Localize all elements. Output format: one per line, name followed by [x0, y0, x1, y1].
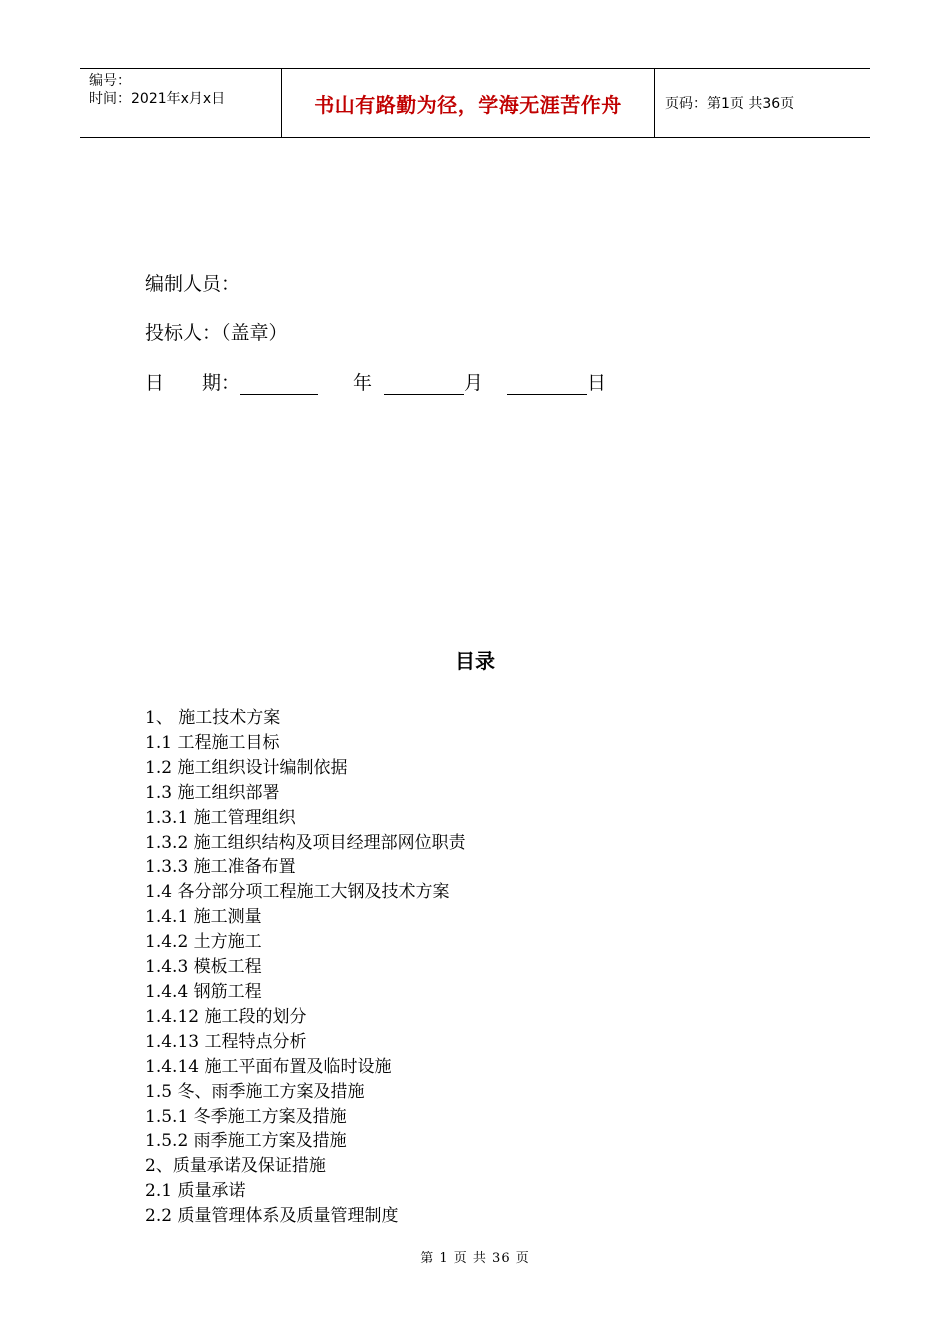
year-label: 年	[353, 372, 373, 394]
day-blank	[507, 374, 587, 395]
toc-list	[145, 706, 466, 1229]
toc-item: 1.2 施工组织设计编制依据	[145, 757, 348, 778]
toc-item: 1.3.1 施工管理组织	[145, 807, 296, 828]
bidder-line	[145, 321, 288, 345]
date-field-label: 日 期：	[145, 372, 241, 394]
month-blank	[384, 374, 464, 395]
header-page-cell	[655, 69, 870, 137]
toc-item: 2.2 质量管理体系及质量管理制度	[145, 1206, 399, 1227]
page-footer: 第 1 页 共 36 页	[420, 1251, 530, 1266]
page-header-table	[80, 68, 870, 138]
toc-item: 1.4.1 施工测量	[145, 907, 262, 928]
toc-item: 1.4.13 工程特点分析	[145, 1031, 307, 1052]
toc-item: 1.4.14 施工平面布置及临时设施	[145, 1056, 392, 1077]
toc-item: 1.4.12 施工段的划分	[145, 1006, 307, 1027]
toc-item: 1.5.2 雨季施工方案及措施	[145, 1131, 347, 1152]
compiler-label: 编制人员：	[145, 273, 241, 295]
header-page-number: 页码：第1页 共36页	[665, 96, 795, 112]
toc-item: 2、质量承诺及保证措施	[145, 1156, 326, 1177]
toc-item: 1.4.4 钢筋工程	[145, 981, 262, 1002]
toc-item: 1.5 冬、雨季施工方案及措施	[145, 1081, 365, 1102]
toc-item: 1.1 工程施工目标	[145, 732, 280, 753]
toc-item: 1.5.1 冬季施工方案及措施	[145, 1106, 347, 1127]
toc-item: 1.3.2 施工组织结构及项目经理部网位职责	[145, 832, 466, 853]
date-line	[145, 371, 606, 395]
toc-item: 1.3.3 施工准备布置	[145, 857, 296, 878]
header-motto: 书山有路勤为径，学海无涯苦作舟	[314, 92, 622, 117]
date-label: 时间：2021年x月x日	[89, 91, 226, 107]
month-label: 月	[464, 372, 484, 394]
toc-item: 1.3 施工组织部署	[145, 782, 280, 803]
serial-number-label: 编号：	[89, 73, 131, 89]
compiler-line	[145, 272, 240, 296]
bidder-label: 投标人：（盖章）	[145, 322, 288, 344]
toc-item: 2.1 质量承诺	[145, 1181, 246, 1202]
header-motto-cell	[282, 69, 655, 137]
toc-item: 1.4.2 土方施工	[145, 932, 262, 953]
toc-item: 1.4.3 模板工程	[145, 957, 262, 978]
header-meta-cell	[80, 69, 282, 137]
toc-title: 目录	[455, 649, 495, 673]
day-label: 日	[587, 372, 607, 394]
year-blank	[240, 374, 318, 395]
toc-item: 1.4 各分部分项工程施工大钢及技术方案	[145, 882, 450, 903]
toc-item: 1、 施工技术方案	[145, 708, 281, 728]
